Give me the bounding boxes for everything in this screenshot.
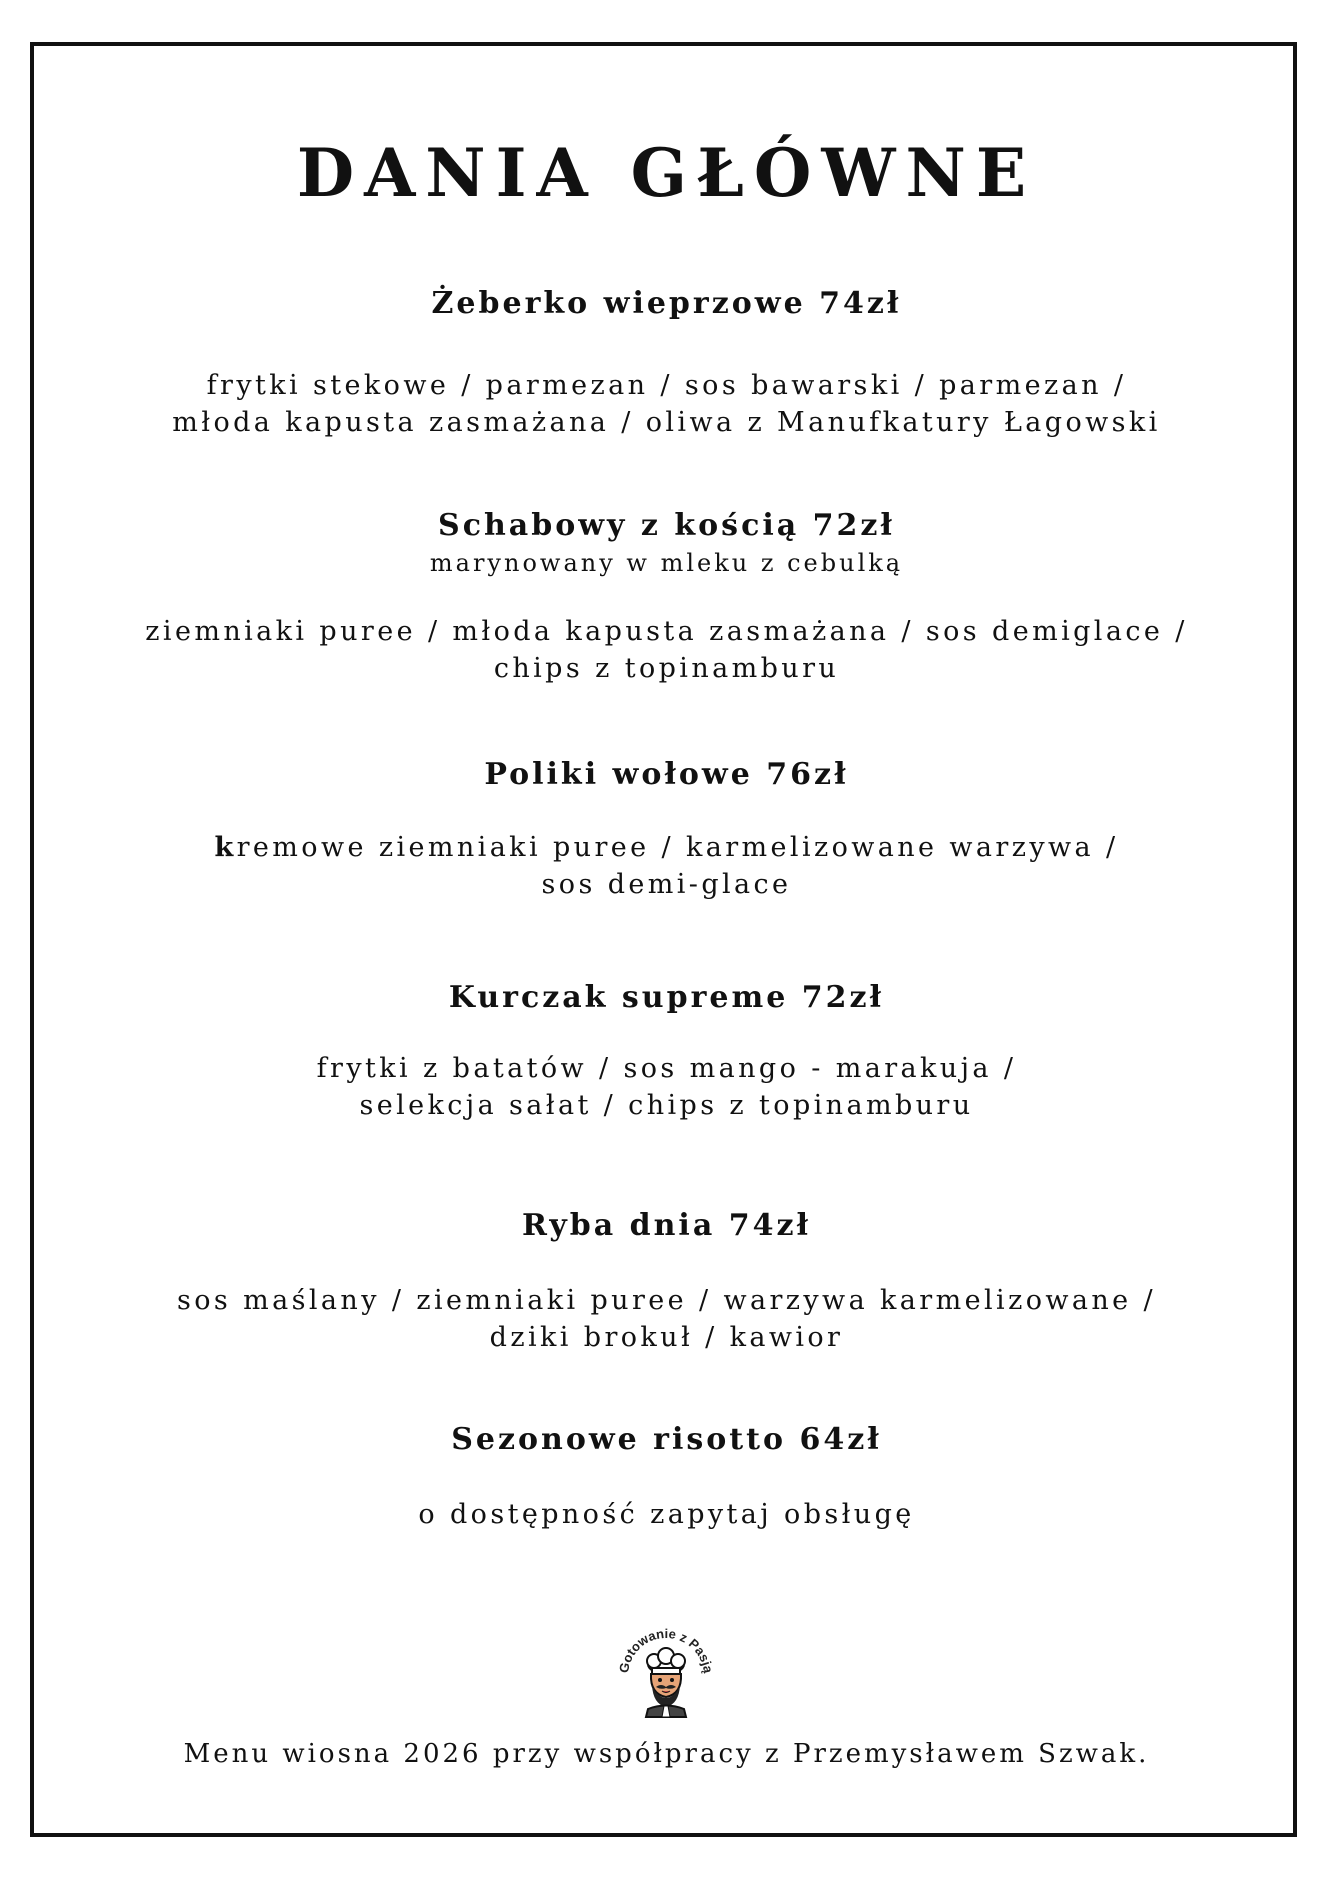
dish-note: marynowany w mleku z cebulką — [429, 549, 904, 577]
dish-description-line: młoda kapusta zasmażana / oliwa z Manufkatury Łagowski — [172, 407, 1161, 438]
menu-item-risotto-description — [0, 1496, 1333, 1533]
dish-description-text: remowe ziemniaki puree / karmelizowane warzywa / — [236, 832, 1119, 863]
dish-name: Schabowy z kością 72zł — [438, 508, 895, 543]
chef-logo — [606, 1606, 726, 1726]
dish-description-line: sos demi-glace — [541, 869, 792, 900]
page-title: DANIA GŁÓWNE — [296, 134, 1037, 212]
dish-description-line: sos maślany / ziemniaki puree / warzywa karmelizowane / — [176, 1285, 1157, 1316]
menu-item-schabowy-description — [0, 613, 1333, 687]
menu-item-poliki-description — [0, 829, 1333, 903]
dish-name: Poliki wołowe 76zł — [484, 757, 849, 792]
chef-icon — [606, 1606, 726, 1726]
menu-footer: Menu wiosna 2026 przy współpracy z Przemysławem Szwak. — [183, 1739, 1150, 1769]
dish-description-line: ziemniaki puree / młoda kapusta zasmażana / sos demiglace / — [145, 616, 1188, 647]
dish-name: Kurczak supreme 72zł — [448, 980, 885, 1015]
dish-name: Ryba dnia 74zł — [521, 1208, 812, 1243]
menu-item-schabowy — [0, 506, 1333, 580]
dish-description-line: dziki brokuł / kawior — [489, 1322, 844, 1353]
menu-item-ryba-description — [0, 1282, 1333, 1356]
dish-description-line: o dostępność zapytaj obsługę — [418, 1499, 915, 1530]
menu-item-kurczak — [0, 978, 1333, 1018]
dish-description-line: selekcja sałat / chips z topinamburu — [359, 1090, 974, 1121]
dish-description-line: chips z topinamburu — [493, 653, 840, 684]
logo-text: Gotowanie z Pasją — [615, 1625, 716, 1675]
dish-name: Sezonowe risotto 64zł — [451, 1422, 882, 1457]
menu-item-zeberko — [0, 284, 1333, 324]
menu-item-poliki — [0, 755, 1333, 795]
dish-description-initial: k — [214, 832, 237, 863]
dish-description-line: frytki z batatów / sos mango - marakuja / — [316, 1053, 1017, 1084]
menu-item-kurczak-description — [0, 1050, 1333, 1124]
dish-description-line: frytki stekowe / parmezan / sos bawarski / parmezan / — [206, 370, 1127, 401]
dish-name: Żeberko wieprzowe 74zł — [431, 286, 902, 321]
menu-item-zeberko-description — [0, 367, 1333, 441]
menu-item-risotto — [0, 1420, 1333, 1460]
menu-item-ryba — [0, 1206, 1333, 1246]
dish-description-line — [0, 829, 1333, 866]
